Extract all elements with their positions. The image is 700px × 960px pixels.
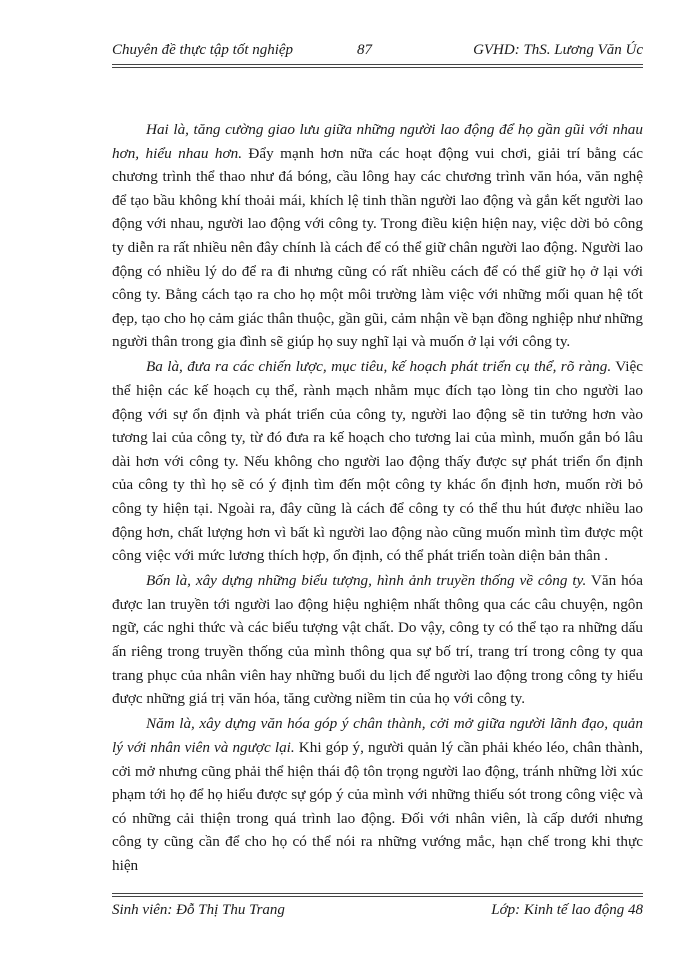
page-footer [112,900,643,922]
page-number: 87 [357,42,372,58]
paragraph-text: Đẩy mạnh hơn nữa các hoạt động vui chơi, giải trí bằng các chương trình thể thao như đá bóng, cầu lông hay các chương trình văn hóa, văn nghệ để tạo bầu không khí thoải mái, khích lệ tinh thần người lao động và gắn kết người lao động với nhau, người lao động với công ty. Trong điều kiện hiện nay, việc dời bỏ công ty diễn ra rất nhiều nên đây chính là cách để có thể giữ chân người lao động. Người lao động có nhiều lý do để ra đi nhưng cũng có rất nhiều cách để có thể giữ họ ở lại với công ty. Bằng cách tạo ra cho họ một môi trường làm việc với những mối quan hệ tốt đẹp, tạo cho họ cảm giác thân thuộc, gần gũi, cảm nhận về bạn đồng nghiệp như những người thân trong gia đình sẽ giúp họ suy nghĩ lại và muốn ở lại với công ty. [112,144,643,351]
paragraph [112,355,643,567]
paragraph [112,118,643,354]
paragraph-text: Việc thể hiện các kế hoạch cụ thể, rành mạch nhằm mục đích tạo lòng tin cho người lao động với sự ổn định và phát triển của công ty, người lao động sẽ tin tưởng hơn vào tương lai của công ty, từ đó đưa ra kế hoạch cho tương lai của mình, muốn gắn bó lâu dài hơn với công ty. Nếu không cho người lao động thấy được sự phát triển ổn định của công ty thì họ sẽ có ý định tìm đến một công ty khác ổn định hơn, muốn rời bỏ công ty hiện tại. Ngoài ra, đây cũng là cách để công ty có thể thu hút được nhiều lao động hơn, chất lượng hơn vì bất kì người lao động nào cũng muốn mình tìm được một công việc với mức lương thích hợp, ổn định, có thể phát triển toàn diện bản thân . [112,358,643,565]
header-document-title: Chuyên đề thực tập tốt nghiệp [112,42,294,58]
paragraph [112,569,643,711]
page-header [112,40,643,62]
paragraph-lead: Bốn là, xây dựng những biểu tượng, hình ảnh truyền thống về công ty. [146,572,587,590]
footer-class: Lớp: Kinh tế lao động 48 [491,902,643,918]
paragraph-text: Văn hóa được lan truyền tới người lao động hiệu nghiệm nhất thông qua các câu chuyện, ngôn ngữ, các nghi thức và các biểu tượng vật chất. Do vậy, công ty có thể tạo ra những dấu ấn riêng trong truyền thống của mình thông qua sự bố trí, trang trí trong công ty qua trang phục của nhân viên hay những buổi du lịch để người lao động trong công ty hiểu được những giá trị văn hóa, tăng cường niềm tin của họ với công ty. [112,572,643,708]
footer-student: Sinh viên: Đỗ Thị Thu Trang [112,902,285,918]
paragraph-lead: Hai là, tăng cường giao lưu giữa những người lao động để họ gần gũi với nhau hơn, hiểu nhau hơn. [112,121,643,162]
document-body [112,118,643,879]
header-supervisor: GVHD: ThS. Lương Văn Úc [473,42,643,58]
footer-rule [112,893,643,897]
paragraph [112,712,643,877]
header-rule [112,64,643,68]
paragraph-lead: Năm là, xây dựng văn hóa góp ý chân thành, cởi mở giữa người lãnh đạo, quản lý với nhân viên và ngược lại. [112,715,643,756]
paragraph-lead: Ba là, đưa ra các chiến lược, mục tiêu, kế hoạch phát triển cụ thể, rõ ràng. [146,358,612,376]
paragraph-text: Khi góp ý, người quản lý cần phải khéo léo, chân thành, cởi mở nhưng cũng phải thể hiện thái độ tôn trọng người lao động, tránh những lời xúc phạm tới họ để họ hiểu được sự góp ý của mình với những thiếu sót trong công việc và có những cải thiện trong quá trình lao động. Đối với nhân viên, là cấp dưới nhưng công ty cũng cần để cho họ có thể nói ra những vướng mắc, hạn chế trong khi thực hiện [112,738,643,874]
